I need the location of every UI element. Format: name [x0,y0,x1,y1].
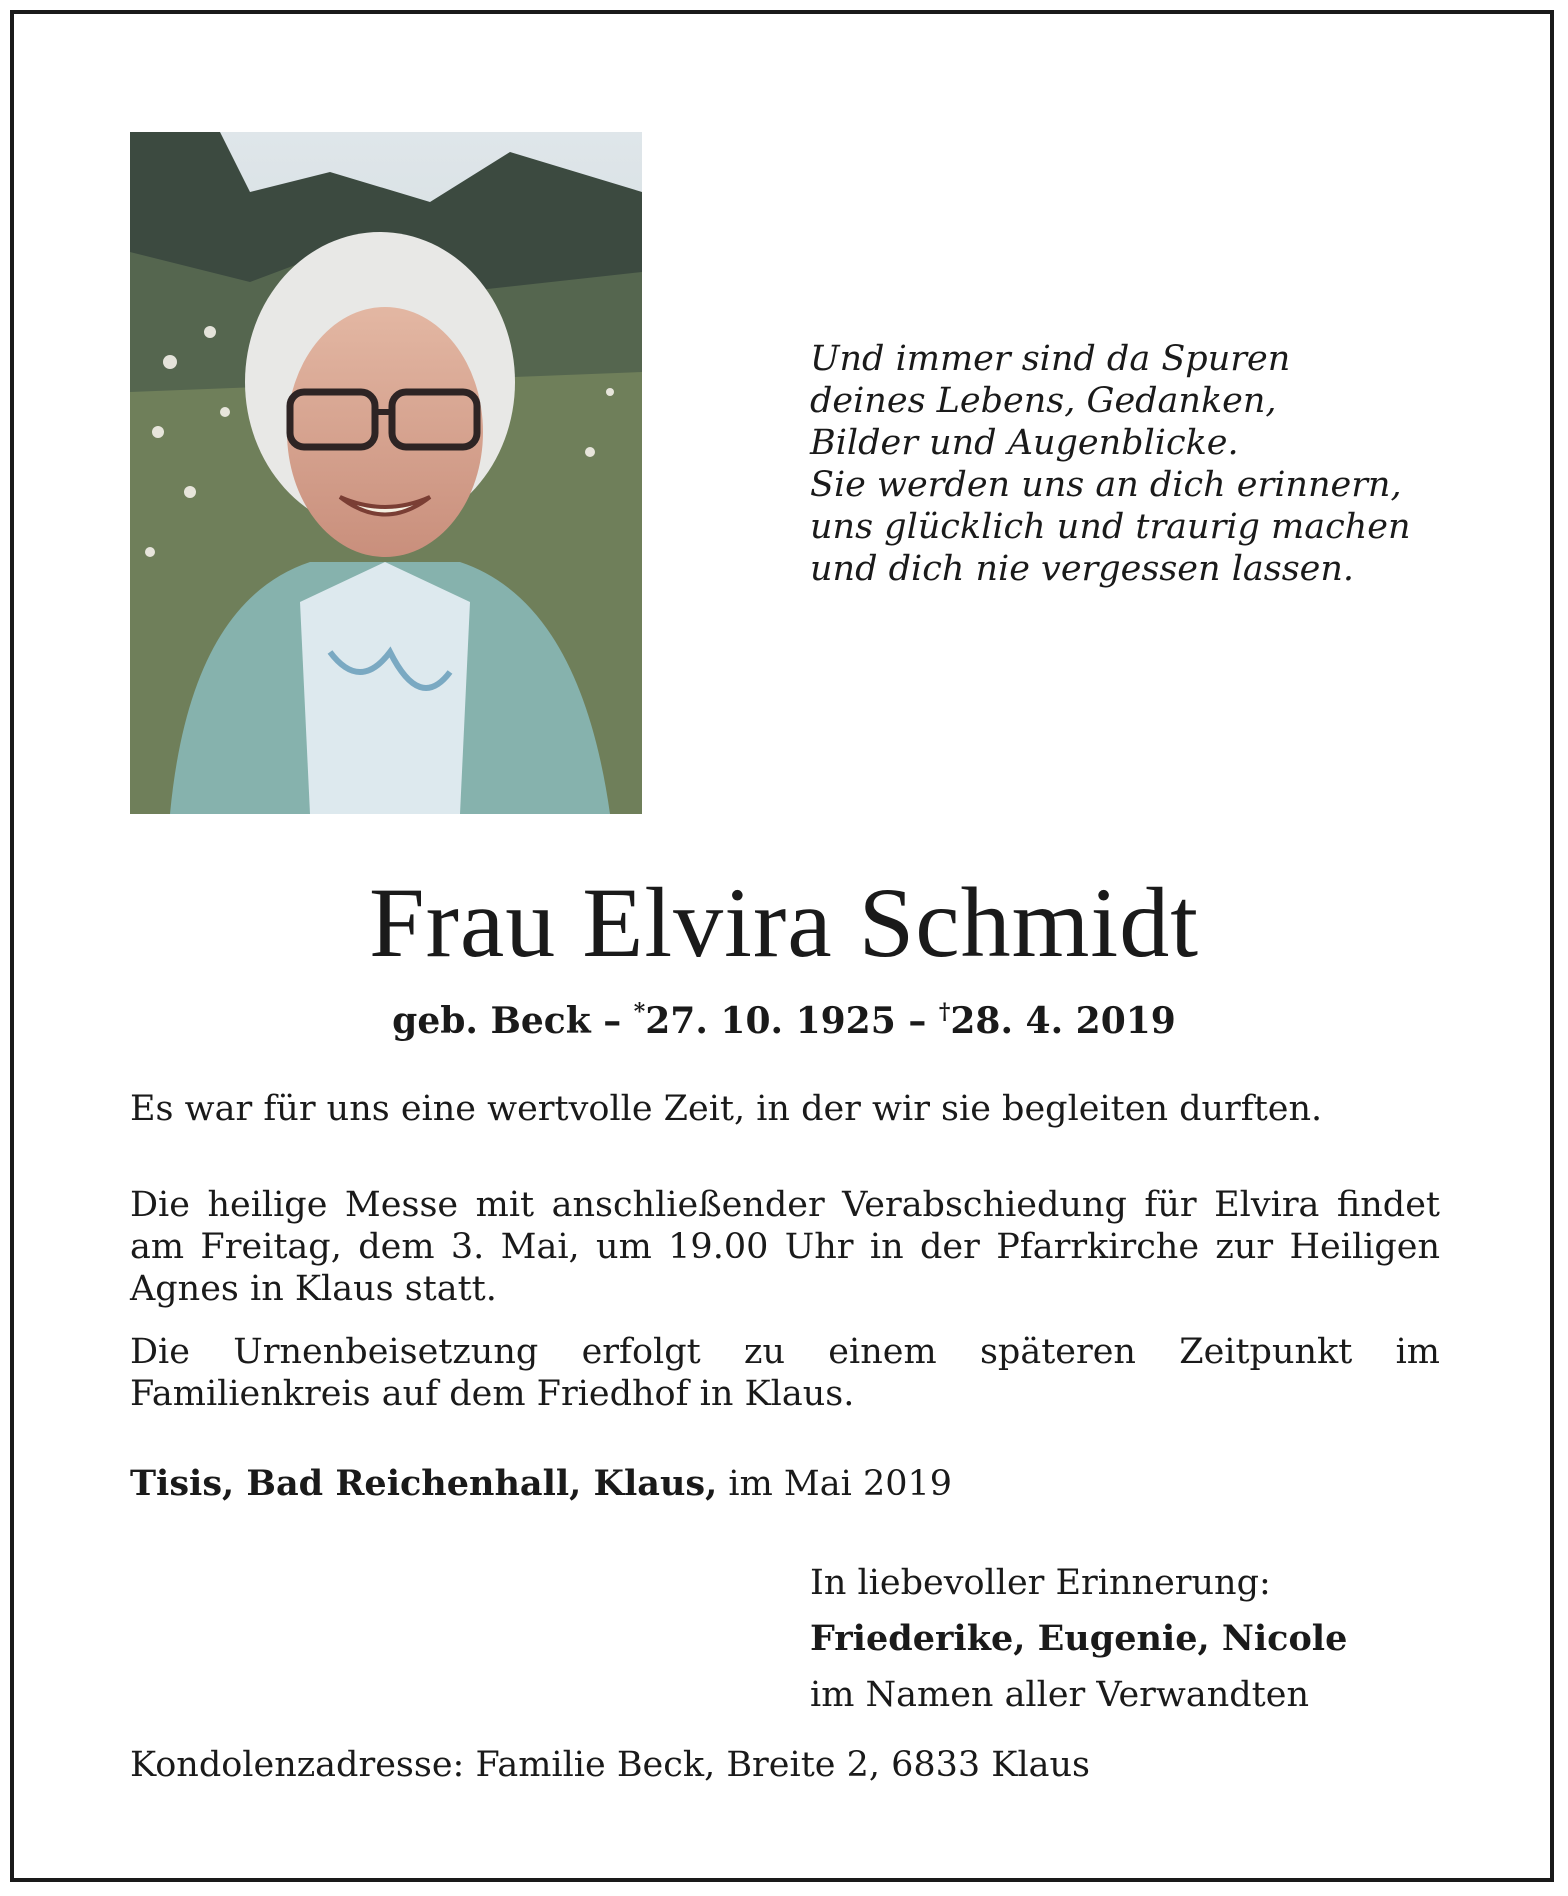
portrait-photo [130,132,642,814]
death-date: 28. 4. 2019 [950,1000,1176,1042]
signature-names: Friederike, Eugenie, Nicole [810,1618,1348,1659]
condolence-address: Kondolenzadresse: Familie Beck, Breite 2, 6833 Klaus [130,1745,1091,1785]
poem-line: deines Lebens, Gedanken, [810,381,1277,421]
poem-line: uns glücklich und traurig machen [810,507,1411,547]
birth-symbol: * [633,999,646,1025]
place-locations: Tisis, Bad Reichenhall, Klaus, [130,1463,718,1504]
paragraph-gratitude: Es war für uns eine wertvolle Zeit, in der wir sie begleiten durften. [130,1089,1323,1129]
death-symbol: † [938,999,951,1025]
poem-line: Bilder und Augenblicke. [810,423,1239,463]
memorial-poem [810,338,1510,590]
signature-block [810,1555,1347,1723]
life-dates: geb. Beck – *27. 10. 1925 – †28. 4. 2019 [392,999,1176,1042]
deceased-name: Frau Elvira Schmidt [369,867,1199,978]
paragraph-burial: Die Urnenbeisetzung erfolgt zu einem späteren Zeitpunkt im Familienkreis auf dem Friedhof in Klaus. [130,1332,1440,1414]
place-date-line [130,1463,952,1505]
signature-intro: In liebevoller Erinnerung: [810,1563,1271,1603]
poem-line: Und immer sind da Spuren [810,339,1291,379]
paragraph-mass: Die heilige Messe mit anschließender Verabschiedung für Elvira findet am Freitag, dem 3. Mai, um 19.00 Uhr in der Pfarrkirche zur Heiligen Agnes in Klaus statt. [130,1185,1440,1309]
place-date: im Mai 2019 [728,1464,953,1504]
birth-date: 27. 10. 1925 [645,1000,896,1042]
signature-outro: im Namen aller Verwandten [810,1675,1309,1715]
poem-line: und dich nie vergessen lassen. [810,549,1355,589]
birth-name: geb. Beck [392,1000,591,1042]
poem-line: Sie werden uns an dich erinnern, [810,465,1402,505]
